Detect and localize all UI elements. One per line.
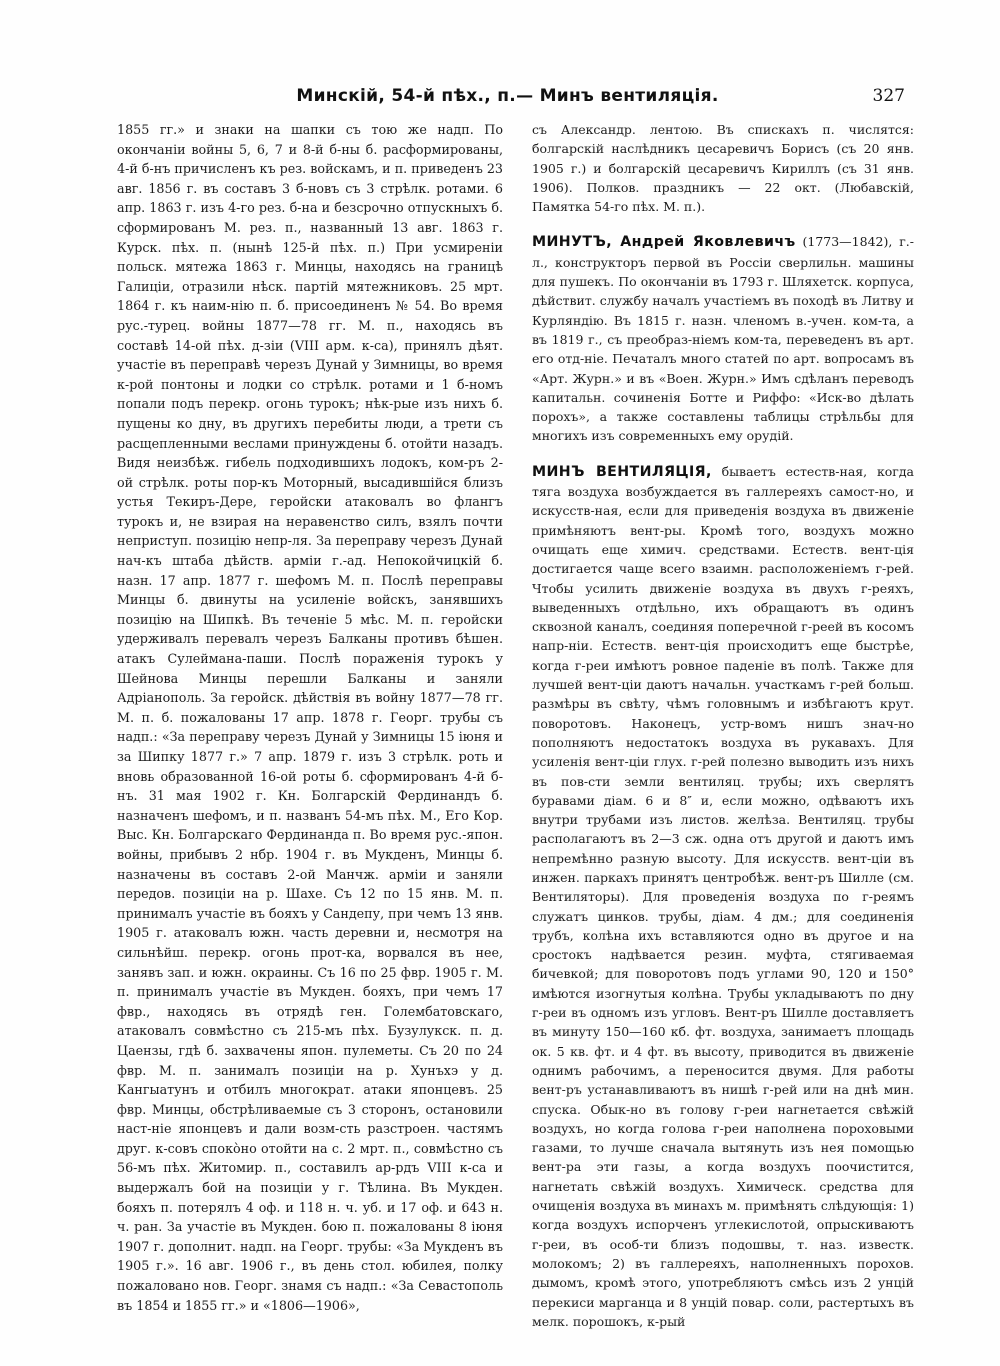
left-column (117, 120, 503, 1315)
entry-min-ventilation-headword: МИНЪ ВЕНТИЛЯЦІЯ, (532, 463, 712, 480)
running-head (110, 86, 905, 114)
running-title: Минскій, 54-й пѣх., п.— Минъ вентиляція. (296, 86, 719, 106)
left-column-text: 1855 гг.» и знаки на шапки съ тою же надп. По окончаніи войны 5, 6, 7 и 8-й б-ны б. расформированы, 4-й б-нъ причисленъ къ рез. войскамъ, и п. приведенъ 23 авг. 1856 г. въ составъ 3 б-новъ съ 3 стрѣлк. ротами. 6 апр. 1863 г. изъ 4-го рез. б-на и безсрочно отпускныхъ б. сформированъ М. рез. п., названный 13 авг. 1863 г. Курск. пѣх. п. (нынѣ 125-й пѣх. п.) При усмиреніи польск. мятежа 1863 г. Минцы, находясь на границѣ Галиціи, отразили нѣск. партій мятежниковъ. 25 мрт. 1864 г. къ наим-нію п. б. присоединенъ № 54. Во время рус.-турец. войны 1877—78 гг. М. п., находясь въ составѣ 14-ой пѣх. д-зіи (VIII арм. к-са), принялъ дѣят. участіе въ переправѣ черезъ Дунай у Зимницы, во время к-рой понтоны и лодки со стрѣлк. ротами и 1 б-номъ попали подъ перекр. огонь турокъ; нѣк-рые изъ нихъ б. пущены ко дну, въ другихъ перебиты люди, а трети съ расщепленными веслами принуждены б. отойти назадъ. Видя неизбѣж. гибель подходившихъ лодокъ, ком-ръ 2-ой стрѣлк. роты пор-къ Моторный, высадившійся близъ устья Текиръ-Дере, геройски атаковалъ во флангъ турокъ и, не взирая на неравенство силъ, взялъ почти неприступ. позицію непр-ля. За переправу черезъ Дунай нач-къ штаба дѣйств. арміи г.-ад. Непокойчицкій б. назн. 17 апр. 1877 г. шефомъ М. п. Послѣ переправы Минцы б. двинуты на усиленіе войскъ, занявшихъ позицію на Шипкѣ. Въ теченіе 5 мѣс. М. п. геройски удерживалъ перевалъ черезъ Балканы противъ бѣшен. атакъ Сулеймана-паши. Послѣ пораженія турокъ у Шейнова Минцы перешли Балканы и заняли Адріанополь. За геройск. дѣйствія въ войну 1877—78 гг. М. п. б. пожалованы 17 апр. 1878 г. Георг. трубы съ надп.: «За переправу черезъ Дунай у Зимницы 15 іюня и за Шипку 1877 г.» 7 апр. 1879 г. изъ 3 стрѣлк. роть и вновь образованной 16-ой роты б. сформированъ 4-й б-нъ. 31 мая 1902 г. Кн. Болгарскій Фердинандъ б. назначенъ шефомъ, и п. названъ 54-мъ пѣх. М., Его Кор. Выс. Кн. Болгарскаго Фердинанда п. Во время рус.-япон. войны, прибывъ 2 нбр. 1904 г. въ Мукденъ, Минцы б. назначены въ составъ 2-ой Манчж. арміи и заняли передов. позиціи на р. Шахе. Съ 12 по 15 янв. М. п. принималъ участіе въ бояхъ у Сандепу, при чемъ 13 янв. 1905 г. атаковалъ южн. часть деревни и, несмотря на сильнѣйш. перекр. огонь прот-ка, ворвался въ нее, занявъ зап. и южн. окраины. Съ 16 по 25 фвр. 1905 г. М. п. принималъ участіе въ Мукден. бояхъ, при чемъ 17 фвр., находясь въ отрядѣ ген. Голембатовскаго, атаковалъ совмѣстно съ 215-мъ пѣх. Бузулукск. п. д. Цаензы, гдѣ б. захвачены япон. пулеметы. Съ 20 по 24 фвр. М. п. занималъ позиціи на р. Хунъхэ у д. Кангыатунъ и отбилъ многократ. атаки японцевъ. 25 фвр. Минцы, обстрѣливаемые съ 3 сторонъ, остановили наст-ніе японцевъ и дали возм-сть разстроен. частямъ друг. к-совъ споко̀но отойти на с. 2 мрт. п., совмѣстно съ 56-мъ пѣх. Житомир. п., составилъ ар-рдъ VIII к-са и выдержалъ бой на позиціи у г. Тѣлина. Въ Мукден. бояхъ п. потерялъ 4 оф. и 118 н. ч. уб. и 17 оф. и 643 н. ч. ран. За участіе въ Мукден. бою п. пожалованы 8 іюня 1907 г. дополнит. надп. на Георг. трубы: «За Мукденъ въ 1905 г.». 16 авг. 1906 г., въ день стол. юбилея, полку пожалованo нов. Георг. знамя съ надп.: «За Севастополь въ 1854 и 1855 гг.» и «1806—1906», (117, 122, 503, 1313)
entry-min-ventilation (532, 462, 914, 1331)
entry-min-ventilation-text: бываетъ естеств-ная, когда тяга воздуха возбуждается въ галлереяхъ самост-но, и искусств-ная, если для приведенія воздуха въ движеніе примѣняютъ вент-ры. Кромѣ того, воздухъ можно очищать еще химич. средствами. Естеств. вент-ція достигается чаще всего взаимн. расположеніемъ г-рей. Чтобы усилить движеніе воздуха въ двухъ г-реяхъ, выведенныхъ отдѣльно, ихъ обращаютъ въ одинъ сквозной каналъ, соединяя поперечной г-реей въ косомъ напр-ніи. Естеств. вент-ція происходитъ еще быстрѣе, когда г-реи имѣютъ ровное паденіе въ полѣ. Также для лучшей вент-ціи даютъ начальн. участкамъ г-рей больш. размѣры въ свѣту, чѣмъ головнымъ и избѣгаютъ крут. поворотовъ. Наконецъ, устр-вомъ нишъ знач-но пополняютъ недостатокъ воздуха въ рукавахъ. Для усиленія вент-ціи глух. г-рей полезно выводить изъ нихъ въ пов-сти земли вентиляц. трубы; ихъ сверлятъ буравами діам. 6 и 8″ и, если можно, одѣваютъ ихъ внутри трубами изъ листов. желѣза. Вентиляц. трубы располагаютъ въ 2—3 сж. одна отъ другой и даютъ имъ непремѣнно разную высоту. Для искусств. вент-ціи въ инжен. паркахъ принятъ центробѣж. вент-ръ Шилле (см. Вентиляторы). Для проведенія воздуха по г-реямъ служатъ цинков. трубы, діам. 4 дм.; для соединенія трубъ, колѣна ихъ вставляются одно въ другое и на сростокъ надѣвается резин. муфта, стягиваемая бичевкой; для поворотовъ подъ углами 90, 120 и 150° имѣются изогнутыя колѣна. Трубы укладываютъ по дну г-реи въ одномъ изъ угловъ. Вент-ръ Шилле доставляетъ въ минуту 150—160 кб. фт. воздуха, занимаетъ площадь ок. 5 кв. фт. и 4 фт. въ высоту, приводится въ движеніе однимъ рабочимъ, а переносится двумя. Для работы вент-ръ устанавливаютъ въ нишѣ г-рей или на днѣ мин. спуска. Обык-но въ голову г-реи нагнетается свѣжій воздухъ, но когда голова г-реи наполнена пороховыми газами, то лучше сначала вытянуть изъ нея помощью вент-ра эти газы, а когда воздухъ поочистится, нагнетать свѣжій воздухъ. Химическ. средства для очищенія воздуха въ минахъ м. примѣнять слѣдующія: 1) когда воздухъ испорченъ углекислотой, опрыскиваютъ г-реи, въ особ-ти близъ подошвы, т. наз. известк. молокомъ; 2) въ галлереяхъ, наполненныхъ порохов. дымомъ, кромѣ этого, употребляютъ смѣсь изъ 2 унцій перекиси марганца и 8 унцій повар. соли, растертыхъ въ мелк. порошокъ, к-рый (532, 463, 914, 1329)
page-number: 327 (872, 86, 905, 106)
entry-minut-text: (1773—1842), г.-л., конструкторъ первой въ Россіи сверлильн. машины для пушекъ. По окончаніи въ 1793 г. Шляхетск. корпуса, дѣйствит. службу началъ участіемъ въ походѣ въ Литву и Курляндію. Въ 1815 г. назн. членомъ в.-учен. ком-та, а въ 1819 г., съ преобраз-ніемъ ком-та, переведенъ въ арт. его отд-ніе. Печаталъ много статей по арт. вопросамъ въ «Арт. Журн.» и въ «Воен. Журн.» Имъ сдѣланъ переводъ капитальн. сочиненія Ботте и Риффо: «Иск-во дѣлать пороxъ», а также составлены таблицы стрѣльбы для многихъ изъ современныхъ ему орудій. (532, 234, 915, 444)
entry-minut (532, 232, 914, 445)
entry-minut-headword: МИНУТЪ, Андрей Яковлевичъ (532, 234, 796, 251)
right-column (532, 120, 914, 1331)
entry-continuation-text: съ Александр. лентою. Въ спискахъ п. числятся: болгарскій наслѣдникъ цесаревичъ Борисъ (съ 20 янв. 1905 г.) и болгарскій цесаревичъ Кириллъ (съ 31 янв. 1906). Полков. праздникъ — 22 окт. (Любавскій, Памятка 54-го пѣх. М. п.). (532, 122, 914, 215)
